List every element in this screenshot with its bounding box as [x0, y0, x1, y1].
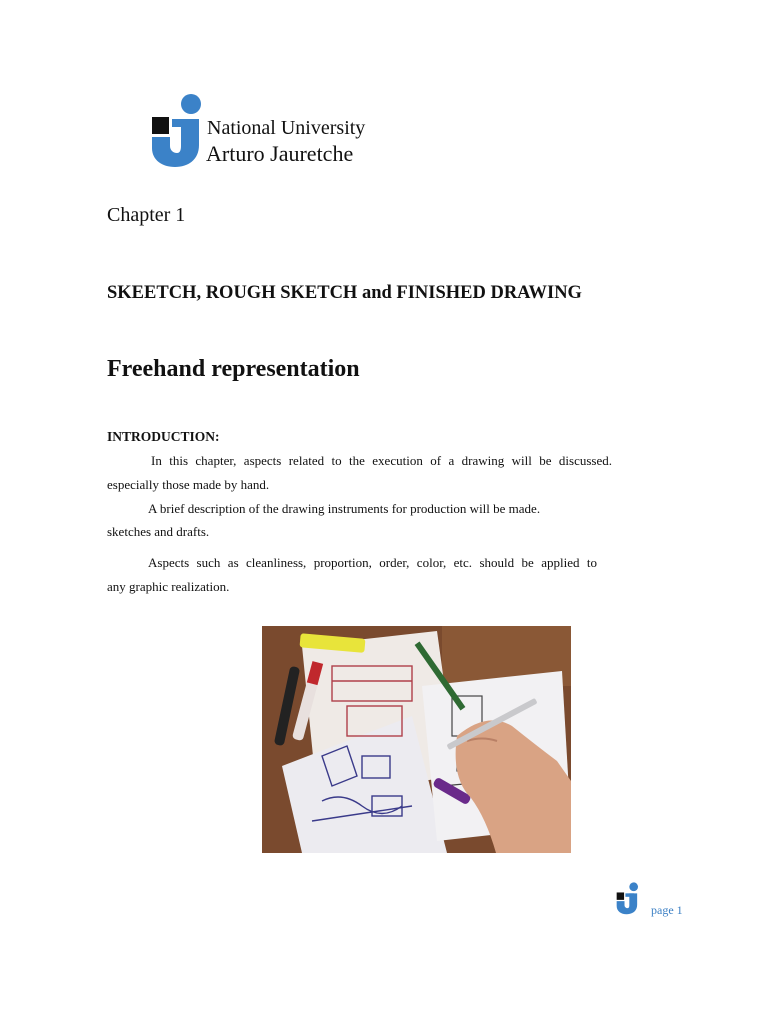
paragraph-2-line-2: sketches and drafts. — [107, 524, 210, 539]
chapter-label: Chapter 1 — [107, 204, 186, 226]
section-subtitle: Freehand representation — [107, 356, 360, 382]
logo-line-1: National University — [207, 117, 366, 139]
introduction-heading: INTRODUCTION: — [107, 429, 220, 444]
hand-sketching-photo-icon — [262, 626, 571, 853]
university-j-logo-icon — [615, 882, 641, 916]
footer-logo — [615, 882, 641, 916]
page-number: page 1 — [651, 903, 683, 917]
paragraph-2-line-1: A brief description of the drawing instruments for production will be made. — [148, 501, 541, 516]
logo-line-2: Arturo Jauretche — [206, 141, 354, 166]
paragraph-3-line-1: Aspects such as cleanliness, proportion, order, color, etc. should be applied to — [148, 555, 597, 570]
paragraph-3-line-2: any graphic realization. — [107, 579, 230, 594]
sketching-photo — [262, 626, 571, 853]
paragraph-1-line-2: especially those made by hand. — [107, 477, 270, 492]
paragraph-1-line-1: In this chapter, aspects related to the execution of a drawing will be discussed. — [151, 453, 612, 468]
university-logo — [150, 93, 390, 171]
chapter-title: SKEETCH, ROUGH SKETCH and FINISHED DRAWING — [107, 283, 582, 303]
university-j-logo-icon — [150, 93, 206, 171]
